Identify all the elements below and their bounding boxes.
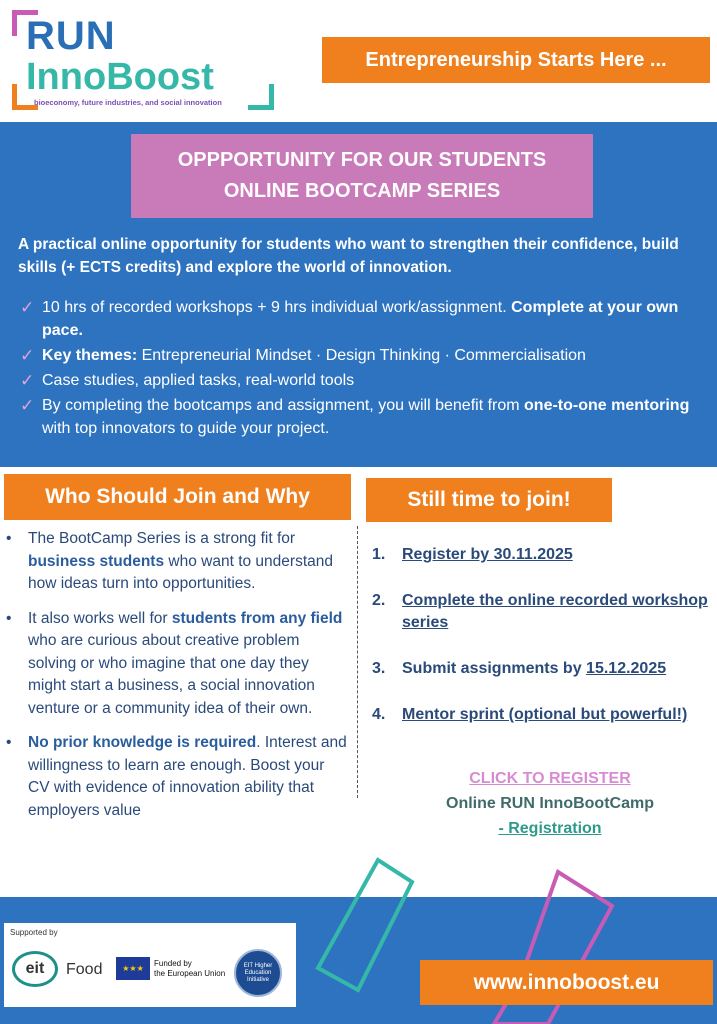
step-number: 4. [372, 706, 386, 723]
supported-by-label: Supported by [10, 928, 58, 937]
logo-corner-teal [248, 84, 274, 110]
registration-link[interactable]: - Registration [498, 820, 602, 837]
who-should-join-heading: Who Should Join and Why [4, 474, 351, 520]
step-number: 3. [372, 660, 386, 677]
steps-list [372, 544, 717, 750]
list-item: • No prior knowledge is required. Interest and willingness to learn are enough. Boost your CV with evidence of innovation ability that employers value [6, 732, 348, 822]
step-item[interactable] [372, 590, 717, 634]
title-line-2: ONLINE BOOTCAMP SERIES [223, 180, 501, 202]
step-item[interactable] [372, 704, 717, 726]
eit-food-text: Food [66, 961, 103, 978]
website-link[interactable]: www.innoboost.eu [420, 960, 713, 1005]
checkmark-icon: ✓ [20, 396, 35, 415]
who-list [6, 528, 348, 834]
column-divider [357, 526, 358, 798]
click-to-register-link[interactable]: CLICK TO REGISTER [469, 770, 631, 787]
eu-flag-icon: ★★★ [116, 957, 150, 980]
eit-logo: eit [12, 951, 58, 987]
list-item: • It also works well for students from any field who are curious about creative problem solving or who imagine that one day they might start a business, a social innovation venture or a community idea of their own. [6, 608, 348, 721]
step-item[interactable] [372, 544, 717, 566]
step-item: 3. Submit assignments by 15.12.2025 [372, 658, 717, 680]
header [0, 0, 717, 122]
highlight-item: ✓ By completing the bootcamps and assignment, you will benefit from one-to-one mentoring with top innovators to guide your project. [20, 396, 690, 437]
page-title [131, 134, 593, 218]
list-item: • The BootCamp Series is a strong fit for business students who want to understand how ideas turn into opportunities. [6, 528, 348, 596]
registration-name: Online RUN InnoBootCamp [446, 795, 654, 812]
logo-run-text: RUN [26, 14, 116, 58]
checkmark-icon: ✓ [20, 298, 35, 317]
highlight-item: ✓ Case studies, applied tasks, real-world tools [20, 371, 355, 390]
funded-by-eu-text: Funded by the European Union [154, 959, 226, 978]
intro-text: A practical online opportunity for students who want to strengthen their confidence, build skills (+ ECTS credits) and explore the world of innovation. [18, 236, 679, 276]
step-link[interactable]: Register by 30.11.2025 [402, 546, 573, 563]
title-line-1: OPPPORTUNITY FOR OUR STUDENTS [177, 149, 547, 171]
eit-hei-seal: EIT Higher Education Initiative [234, 949, 282, 997]
supporters-panel [4, 923, 296, 1007]
highlights-list [20, 296, 710, 442]
highlight-item: ✓ Key themes: Entrepreneurial Mindset · Design Thinking · Commercialisation [20, 346, 586, 365]
step-number: 1. [372, 546, 386, 563]
highlight-item: ✓ 10 hrs of recorded workshops + 9 hrs individual work/assignment. Complete at your own pace. [20, 298, 679, 339]
checkmark-icon: ✓ [20, 346, 35, 365]
register-block [380, 766, 717, 841]
logo-tagline: bioeconomy, future industries, and social innovation [34, 98, 222, 107]
still-time-heading: Still time to join! [366, 478, 612, 522]
logo-innoboost-text: InnoBoost [26, 56, 214, 98]
step-number: 2. [372, 592, 386, 609]
header-banner: Entrepreneurship Starts Here ... [322, 37, 710, 83]
step-link[interactable]: Mentor sprint (optional but powerful!) [402, 706, 688, 723]
runinnoboost-logo [12, 10, 274, 110]
deadline-link[interactable]: 15.12.2025 [586, 660, 667, 677]
checkmark-icon: ✓ [20, 371, 35, 390]
step-link[interactable]: Complete the online recorded workshop series [402, 592, 708, 631]
